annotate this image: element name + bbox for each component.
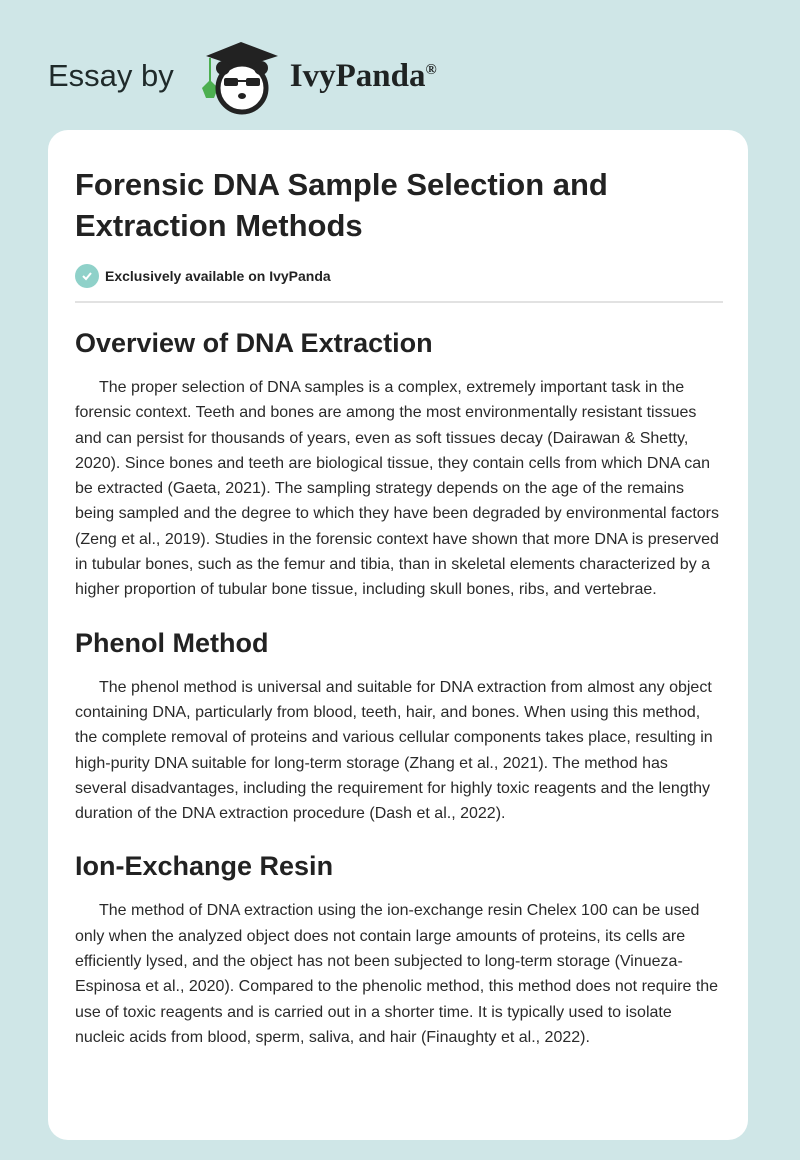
section-heading: Ion-Exchange Resin <box>75 851 334 882</box>
essay-card <box>48 130 748 1140</box>
check-icon <box>75 264 99 288</box>
section-paragraph: The proper selection of DNA samples is a complex, extremely important task in the forensic context. Teeth and bones are among the most environmentally resistant tissues and can persist for thousands of years, even as soft tissues decay (Dairawan & Shetty, 2020). Since bones and teeth are biological tissue, they contain cells from which DNA can be extracted (Gaeta, 2021). The sampling strategy depends on the age of the remains being sampled and the degree to which they have been degraded by environmental factors (Zeng et al., 2019). Studies in the forensic context have shown that more DNA is preserved in tubular bones, such as the femur and tibia, than in skeletal elements characterized by a higher proportion of tubular bone tissue, including skull bones, ribs, and vertebrae. <box>75 379 719 599</box>
essay-by-label: Essay by <box>48 58 174 93</box>
page-title: Forensic DNA Sample Selection and Extraction Methods <box>75 167 608 243</box>
exclusive-badge <box>75 264 723 288</box>
badge-label: Exclusively available on IvyPanda <box>105 268 331 284</box>
section-heading: Phenol Method <box>75 627 269 658</box>
divider <box>75 301 723 303</box>
brand-logo[interactable] <box>48 36 437 116</box>
section-paragraph: The method of DNA extraction using the ion-exchange resin Chelex 100 can be used only when the analyzed object does not contain large amounts of proteins, its cells are efficiently lysed, and the object has not been subjected to long-term storage (Vinueza-Espinosa et al., 2020). Compared to the phenolic method, this method does not require the use of toxic reagents and is carried out in a shorter time. It is typically used to isolate nucleic acids from blood, sperm, saliva, and hair (Finaughty et al., 2022). <box>75 902 719 1046</box>
section-heading: Overview of DNA Extraction <box>75 328 433 358</box>
panda-logo-icon <box>196 36 282 116</box>
brand-name: IvyPanda® <box>289 57 437 94</box>
section-paragraph: The phenol method is universal and suitable for DNA extraction from almost any object containing DNA, particularly from blood, teeth, hair, and bones. When using this method, the complete removal of proteins and various cellular components takes place, resulting in high-purity DNA suitable for long-term storage (Zhang et al., 2021). The method has several disadvantages, including the requirement for highly toxic reagents and the lengthy duration of the DNA extraction procedure (Dash et al., 2022). <box>75 678 713 823</box>
